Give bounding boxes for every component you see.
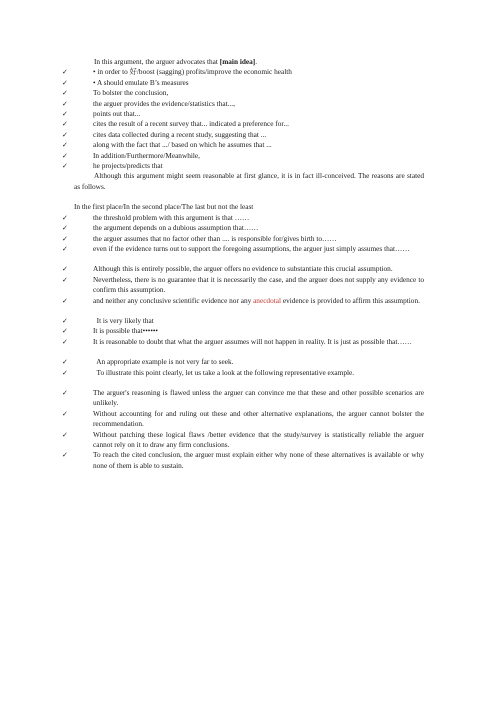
checklist-examples <box>74 357 424 378</box>
checklist-no-evidence <box>74 264 424 306</box>
list-item <box>74 161 424 171</box>
list-item-text: Nevertheless, there is no guarantee that it is necessarily the case, and the arguer does not supply any evidence to confirm this assumption. <box>93 274 424 295</box>
list-item <box>74 213 424 223</box>
list-item <box>74 99 424 109</box>
list-item-text: along with the fact that .../ based on which he assumes that ... <box>93 140 272 150</box>
list-item-text: the threshold problem with this argument is that …… <box>93 212 250 222</box>
document-body <box>74 57 424 471</box>
intro-suffix: . <box>255 57 258 66</box>
list-item <box>74 264 424 274</box>
list-item <box>74 357 424 367</box>
list-item <box>74 109 424 119</box>
list-item-text: • in order to 好/boost (sagging) profits/improve the economic health <box>93 67 292 77</box>
list-item <box>74 368 424 378</box>
list-item-text: The arguer's reasoning is flawed unless the arguer can convince me that these and other possible scenarios are unlikely. <box>93 387 424 408</box>
checklist-evidence <box>74 67 424 171</box>
list-item <box>74 409 424 430</box>
list-item <box>74 78 424 88</box>
checklist-assumptions <box>74 213 424 255</box>
list-item-text: To reach the cited conclusion, the arguer must explain either why none of these alternatives is available or why none of them is able to sustain. <box>93 450 424 470</box>
list-item <box>74 275 424 296</box>
list-item-text: cites the result of a recent survey that... indicated a preference for... <box>93 119 289 129</box>
intro-paragraph <box>74 57 424 67</box>
reasonable-paragraph: Although this argument might seem reasonable at first glance, it is in fact ill-conceived. The reasons are stated as follows. <box>74 171 424 191</box>
list-item-text: Without accounting for and ruling out these and other alternative explanations, the arguer cannot bolster the recommendation. <box>93 408 424 429</box>
list-item-text: Although this is entirely possible, the arguer offers no evidence to substantiate this crucial assumption. <box>93 264 393 274</box>
list-item-text: the arguer provides the evidence/statistics that..., <box>93 98 235 108</box>
list-item-text: points out that... <box>93 109 141 119</box>
list-item-text: evidence is provided to affirm this assumption. <box>281 295 420 305</box>
list-item <box>74 119 424 129</box>
list-item-text: the arguer assumes that no factor other than .... is responsible for/gives birth to…… <box>93 233 337 243</box>
list-item-text: It is reasonable to doubt that what the arguer assumes will not happen in reality. It is just as possible that…… <box>93 336 412 346</box>
list-item-text: the argument depends on a dubious assumption that…… <box>93 223 259 233</box>
highlight-anecdotal: anecdotal <box>253 295 282 305</box>
list-item-text: even if the evidence turns out to support the foregoing assumptions, the arguer just simply assumes that…… <box>93 243 410 253</box>
list-item <box>74 326 424 336</box>
list-item-text: To bolster the conclusion, <box>93 88 169 98</box>
order-line: In the first place/In the second place/The last but not the least <box>74 202 254 212</box>
intro-prefix: In this argument, the arguer advocates that <box>94 57 220 66</box>
list-item <box>74 316 424 326</box>
checklist-possibility <box>74 316 424 347</box>
list-item-text: Without patching these logical flaws /better evidence that the study/survey is statistically reliable the arguer cannot rely on it to draw any firm conclusions. <box>93 429 424 449</box>
main-idea-placeholder: [main idea] <box>219 57 256 66</box>
list-item-text: cites data collected during a recent study, suggesting that ... <box>93 129 267 139</box>
list-item <box>74 67 424 77</box>
list-item <box>74 140 424 150</box>
list-item-text: It is very likely that <box>93 315 154 325</box>
list-item-text: To illustrate this point clearly, let us take a look at the following representative example. <box>93 367 355 377</box>
list-item <box>74 337 424 347</box>
checklist-conclusion <box>74 388 424 471</box>
list-item <box>74 88 424 98</box>
list-item-text: and neither any conclusive scientific evidence nor any <box>93 295 254 305</box>
list-item <box>74 388 424 409</box>
list-item-text: In addition/Furthermore/Meanwhile, <box>93 150 200 160</box>
list-item <box>74 223 424 233</box>
list-item <box>74 450 424 471</box>
list-item <box>74 234 424 244</box>
list-item-text: • A should emulate B’s measures <box>93 77 189 87</box>
list-item <box>74 296 424 306</box>
list-item <box>74 130 424 140</box>
list-item <box>74 244 424 254</box>
list-item <box>74 430 424 451</box>
list-item-text: It is possible that•••••• <box>93 326 158 336</box>
list-item-text: An appropriate example is not very far to seek. <box>93 357 234 367</box>
list-item <box>74 151 424 161</box>
list-item-text: he projects/predicts that <box>93 161 163 171</box>
